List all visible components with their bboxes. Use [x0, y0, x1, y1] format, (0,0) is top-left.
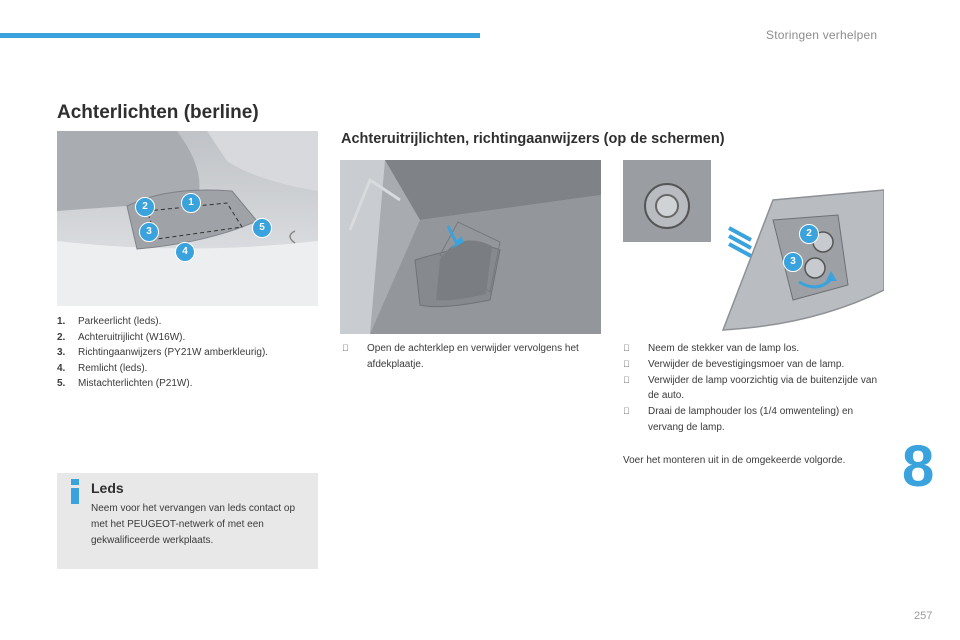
callout-3: 3 [783, 252, 803, 272]
info-icon [69, 479, 82, 504]
callout-1: 1 [181, 193, 201, 213]
lamp-holder-photo [623, 160, 884, 334]
callout-2: 2 [799, 224, 819, 244]
rear-lights-photo [57, 131, 318, 306]
section-header: Storingen verhelpen [766, 28, 878, 42]
step-item: Verwijder de bevestigingsmoer van de lamp. [623, 357, 885, 373]
legend-item: 2. Achteruitrijlicht (W16W). [57, 331, 186, 343]
step-item: Draai de lamphouder los (1/4 omwenteling) en vervang de lamp. [623, 404, 885, 436]
legend-list [57, 314, 322, 392]
page-title: Achterlichten (berline) [57, 102, 259, 123]
legend-item: 4. Remlicht (leds). [57, 362, 148, 374]
checkbox-bullet-icon [623, 341, 630, 357]
legend-item: 1. Parkeerlicht (leds). [57, 316, 162, 327]
info-text: Neem voor het vervangen van leds contact op met het PEUGEOT-netwerk of met een gekwalificeerde werkplaats. [91, 503, 296, 546]
callout-2: 2 [135, 197, 155, 217]
reassembly-note: Voer het monteren uit in de omgekeerde volgorde. [623, 455, 846, 466]
trunk-panel-photo [340, 160, 601, 334]
checkbox-bullet-icon [342, 341, 349, 357]
info-title: Leds [91, 480, 124, 496]
callout-5: 5 [252, 218, 272, 238]
page-number: 257 [914, 610, 933, 622]
legend-item: 5. Mistachterlichten (P21W). [57, 378, 193, 389]
info-box [57, 473, 318, 569]
step-item: Verwijder de lamp voorzichtig via de buitenzijde van de auto. [623, 373, 885, 405]
callout-3: 3 [139, 222, 159, 242]
checkbox-bullet-icon [623, 373, 630, 389]
legend-item: 3. Richtingaanwijzers (PY21W amberkleurig). [57, 347, 269, 358]
lamp-steps [623, 341, 885, 436]
header-accent-bar [0, 33, 480, 38]
section-subtitle: Achteruitrijlichten, richtingaanwijzers (op de schermen) [341, 131, 725, 147]
step-item: Neem de stekker van de lamp los. [623, 341, 885, 357]
checkbox-bullet-icon [623, 357, 630, 373]
callout-4: 4 [175, 242, 195, 262]
trunk-steps [342, 341, 582, 373]
chapter-number: 8 [902, 434, 935, 499]
checkbox-bullet-icon [623, 404, 630, 420]
step-item: Open de achterklep en verwijder vervolgens het afdekplaatje. [342, 341, 582, 373]
